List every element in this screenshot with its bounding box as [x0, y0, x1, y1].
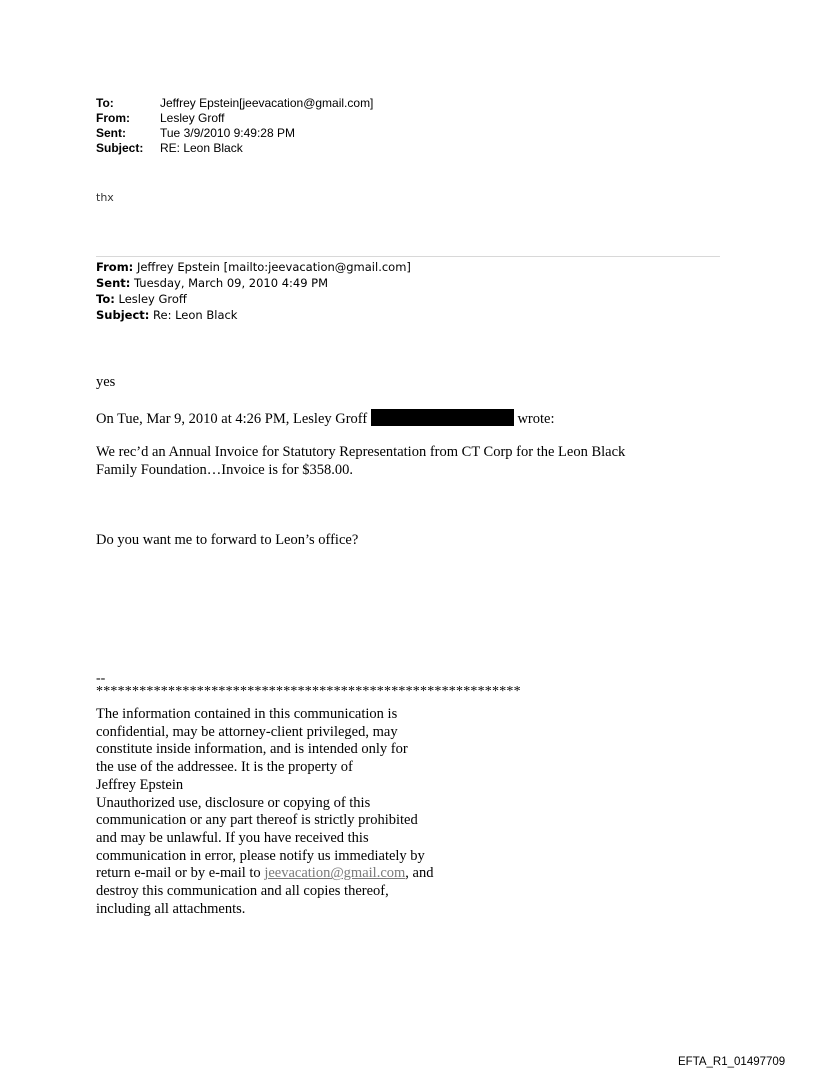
return-prefix: return e-mail or by e-mail to — [96, 865, 265, 882]
quoted-to-value: Lesley Groff — [118, 292, 187, 306]
reply-body: thx — [96, 191, 114, 204]
asterisk-line: *********************************************************** — [96, 684, 521, 699]
return-suffix: , and — [405, 865, 434, 882]
disclaimer-line: including all attachments. — [96, 900, 246, 917]
original-message-line-1: We rec’d an Annual Invoice for Statutory Representation from CT Corp for the Leon Black — [96, 444, 626, 460]
quoted-sent-row — [96, 275, 411, 291]
subject-label: Subject: — [96, 141, 144, 155]
disclaimer-line: destroy this communication and all copies thereof, — [96, 883, 389, 900]
redaction-block — [371, 409, 514, 426]
attribution-text: On Tue, Mar 9, 2010 at 4:26 PM, Lesley Groff — [96, 411, 368, 427]
attribution-wrote: wrote: — [517, 411, 555, 427]
subject-row — [96, 141, 373, 156]
disclaimer-line: and may be unlawful. If you have received this — [96, 829, 369, 846]
disclaimer-return-line — [96, 865, 516, 883]
to-value: Jeffrey Epstein[jeevacation@gmail.com] — [160, 96, 374, 110]
from-label: From: — [96, 111, 130, 125]
original-message-line-2: Family Foundation…Invoice is for $358.00. — [96, 462, 353, 478]
quoted-to-label: To: — [96, 292, 115, 306]
disclaimer-line: communication or any part thereof is strictly prohibited — [96, 812, 418, 829]
from-value: Lesley Groff — [160, 111, 225, 125]
quoted-subject-value: Re: Leon Black — [153, 308, 238, 322]
quoted-reply: yes — [96, 374, 116, 390]
disclaimer-line: communication in error, please notify us immediately by — [96, 847, 425, 864]
quote-divider — [96, 256, 720, 257]
quoted-from-value: Jeffrey Epstein [mailto:jeevacation@gmail.com] — [136, 260, 411, 274]
quoted-to-row — [96, 291, 411, 307]
document-id: EFTA_R1_01497709 — [678, 1056, 786, 1068]
quoted-subject-row — [96, 307, 411, 323]
quoted-header — [96, 259, 411, 323]
sent-label: Sent: — [96, 126, 126, 140]
attribution-line — [96, 409, 555, 428]
quoted-from-label: From: — [96, 260, 134, 274]
disclaimer-line: the use of the addressee. It is the property of — [96, 759, 353, 776]
email-link[interactable]: jeevacation@gmail.com — [264, 865, 406, 882]
disclaimer-line: The information contained in this communication is — [96, 706, 398, 722]
quoted-from-row — [96, 259, 411, 275]
disclaimer-line: Unauthorized use, disclosure or copying of this — [96, 794, 371, 811]
confidentiality-disclaimer — [96, 706, 516, 918]
original-message-question: Do you want me to forward to Leon’s office? — [96, 532, 359, 548]
from-row — [96, 111, 373, 126]
disclaimer-line: confidential, may be attorney-client privileged, may — [96, 723, 398, 740]
disclaimer-line: constitute inside information, and is intended only for — [96, 741, 408, 758]
signature-separator: -- — [96, 671, 106, 686]
quoted-sent-value: Tuesday, March 09, 2010 4:49 PM — [134, 276, 329, 290]
to-label: To: — [96, 96, 114, 110]
disclaimer-line: Jeffrey Epstein — [96, 776, 184, 793]
subject-value: RE: Leon Black — [160, 141, 243, 155]
to-row — [96, 96, 373, 111]
quoted-subject-label: Subject: — [96, 308, 150, 322]
sent-row — [96, 126, 373, 141]
sent-value: Tue 3/9/2010 9:49:28 PM — [160, 126, 295, 140]
quoted-sent-label: Sent: — [96, 276, 131, 290]
email-header — [96, 96, 373, 156]
